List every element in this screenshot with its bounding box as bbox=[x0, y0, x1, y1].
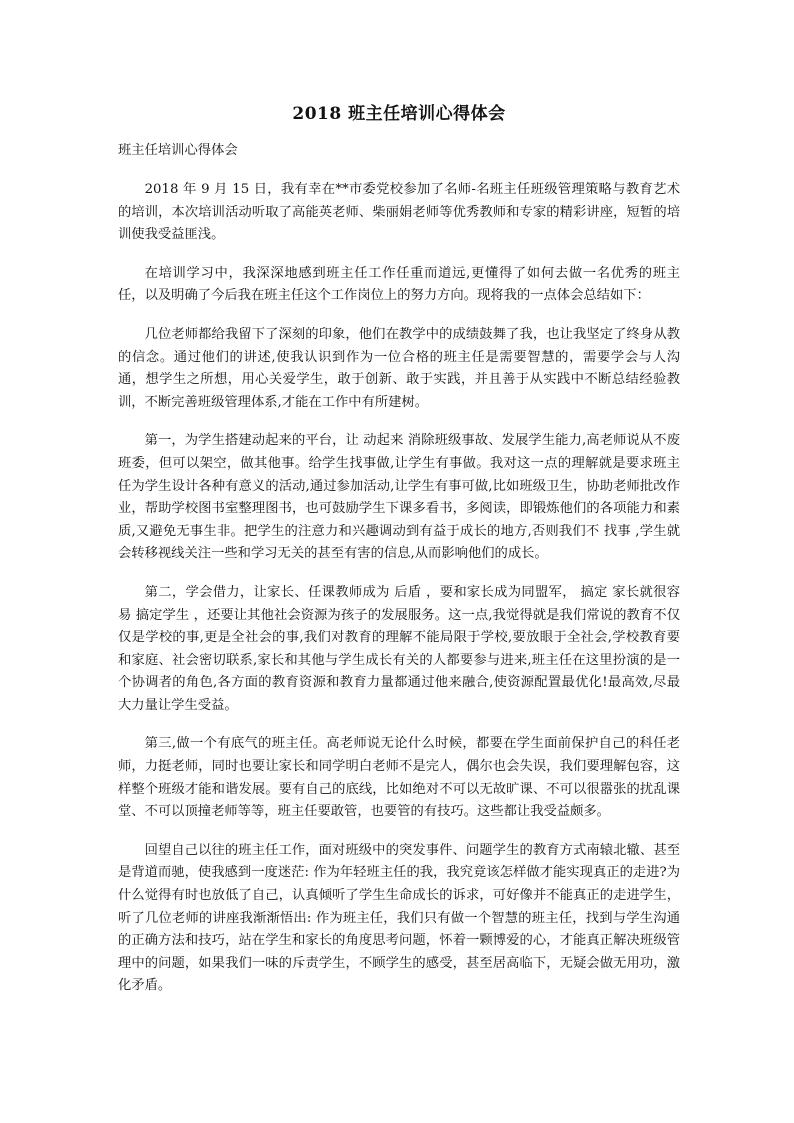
paragraph-direction: 在培训学习中，我深深地感到班主任工作任重而道远,更懂得了如何去做一名优秀的班主任，以及明确了今后我在班主任这个工作岗位上的努力方向。现将我的一点体会总结如下： bbox=[118, 265, 680, 304]
paragraph-third-point: 第三,做一个有底气的班主任。高老师说无论什么时候，都要在学生面前保护自己的科任老师，力挺老师，同时也要让家长和同学明白老师不是完人，偶尔也会失误，我们要理解包容，这样整个班级才能和谐发展。要有自己的底线，比如绝对不可以无故旷课、不可以很嚣张的扰乱课堂、不可以顶撞老师等等，班主任要敢管，也要管的有技巧。这些都让我受益颇多。 bbox=[118, 736, 680, 820]
paragraph-second-point: 第二，学会借力，让家长、任课教师成为 后盾 ，要和家长成为同盟军， 搞定 家长就很容易 搞定学生 ，还要让其他社会资源为孩子的发展服务。这一点,我觉得就是我们常说的教育不仅仅是学校的事,更是全社会的事,我们对教育的理解不能局限于学校,要放眼于全社会,学校教育要和家庭、社会密切联系,家长和其他与学生成长有关的人都要参与进来,班主任在这里扮演的是一个协调者的角色,各方面的教育资源和教育力量都通过他来融合,使资源配置最优化!最高效,尽最大力量让学生受益。 bbox=[118, 584, 680, 713]
document-title: 2018 班主任培训心得体会 bbox=[292, 104, 506, 124]
paragraph-impression: 几位老师都给我留下了深刻的印象，他们在教学中的成绩鼓舞了我，也让我坚定了终身从教的信念。通过他们的讲述,使我认识到作为一位合格的班主任是需要智慧的，需要学会与人沟通，想学生之所想，用心关爱学生，敢于创新、敢于实践，并且善于从实践中不断总结经验教训，不断完善班级管理体系,才能在工作中有所建树。 bbox=[118, 326, 680, 410]
paragraph-intro: 2018 年 9 月 15 日，我有幸在**市委党校参加了名师-名班主任班级管理策略与教育艺术的培训，本次培训活动听取了高能英老师、柴丽娟老师等优秀教师和专家的精彩讲座，短暂的培训使我受益匪浅。 bbox=[118, 182, 680, 243]
document-subtitle: 班主任培训心得体会 bbox=[118, 143, 238, 158]
paragraph-first-point: 第一，为学生搭建动起来的平台，让 动起来 消除班级事故、发展学生能力,高老师说从不废班委，但可以架空，做其他事。给学生找事做,让学生有事做。我对这一点的理解就是要求班主任为学生设计各种有意义的活动,通过参加活动,让学生有事可做,比如班级卫生，协助老师批改作业，帮助学校图书室整理图书，也可鼓励学生下课多看书，多阅读，即锻炼他们的各项能力和素质,又避免无事生非。把学生的注意力和兴趣调动到有益于成长的地方,否则我们不 找事 ,学生就会转移视线关注一些和学习无关的甚至有害的信息,从而影响他们的成长。 bbox=[118, 433, 680, 562]
document-page bbox=[118, 102, 680, 1014]
paragraph-reflection: 回望自己以往的班主任工作，面对班级中的突发事件、问题学生的教育方式南辕北辙、甚至是背道而驰，使我感到一度迷茫: 作为年轻班主任的我，我究竟该怎样做才能实现真正的走进?为什么觉得有时也放低了自己，认真倾听了学生生命成长的诉求，可好像并不能真正的走进学生，听了几位老师的讲座我渐渐悟出: 作为班主任，我们只有做一个智慧的班主任，找到与学生沟通的正确方法和技巧，站在学生和家长的角度思考问题，怀着一颗博爱的心，才能真正解决班级管理中的问题，如果我们一味的斥责学生，不顾学生的感受，甚至居高临下，无疑会做无用功，激化矛盾。 bbox=[118, 842, 680, 994]
